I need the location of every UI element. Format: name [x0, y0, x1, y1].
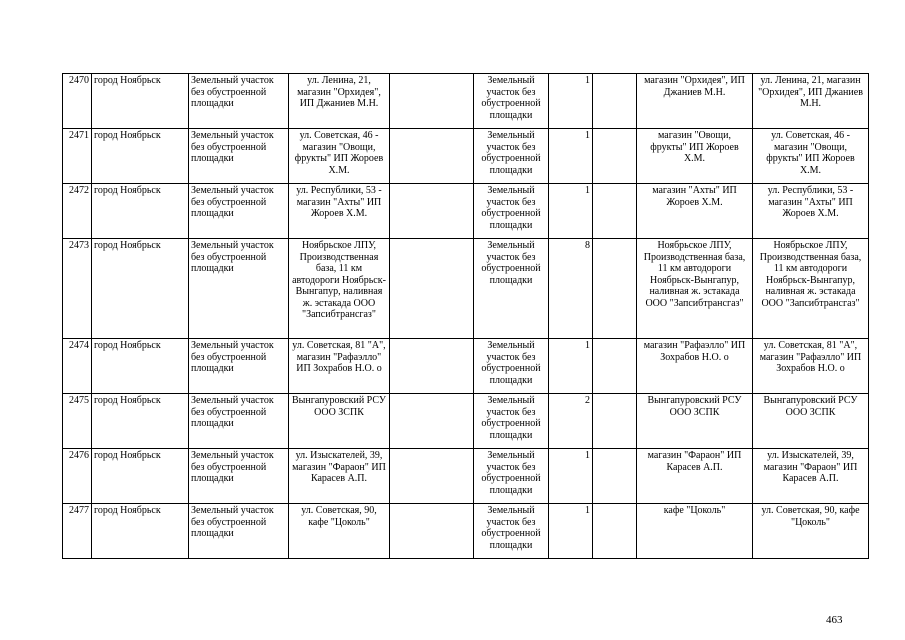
- empty-cell: [593, 504, 637, 559]
- location-cell: ул. Республики, 53 - магазин "Ахты" ИП Жороев Х.М.: [753, 184, 869, 239]
- locality-cell: город Ноябрьск: [92, 504, 189, 559]
- locality-cell: город Ноябрьск: [92, 239, 189, 339]
- category-cell: Земельный участок без обустроенной площадки: [189, 339, 289, 394]
- empty-cell: [593, 449, 637, 504]
- owner-cell: магазин "Орхидея", ИП Джаниев М.Н.: [637, 74, 753, 129]
- type-cell: Земельный участок без обустроенной площадки: [474, 239, 549, 339]
- row-id: 2476: [63, 449, 92, 504]
- owner-cell: Вынгапуровский РСУ ООО ЗСПК: [637, 394, 753, 449]
- registry-table: [62, 73, 869, 559]
- count-cell: 1: [549, 504, 593, 559]
- address-cell: ул. Советская, 81 "А", магазин "Рафаэлло" ИП Зохрабов Н.О. о: [289, 339, 390, 394]
- type-cell: Земельный участок без обустроенной площадки: [474, 339, 549, 394]
- location-cell: ул. Советская, 81 "А", магазин "Рафаэлло" ИП Зохрабов Н.О. о: [753, 339, 869, 394]
- empty-cell: [593, 184, 637, 239]
- row-id: 2470: [63, 74, 92, 129]
- empty-cell: [390, 339, 474, 394]
- table-row: [63, 74, 869, 129]
- address-cell: ул. Советская, 46 - магазин "Овощи, фрукты" ИП Жороев Х.М.: [289, 129, 390, 184]
- count-cell: 2: [549, 394, 593, 449]
- address-cell: Ноябрьское ЛПУ, Производственная база, 11 км автодороги Ноябрьск-Вынгапур, наливная ж. эстакада ООО "Запсибтрансгаз": [289, 239, 390, 339]
- location-cell: ул. Изыскателей, 39, магазин "Фараон" ИП Карасев А.П.: [753, 449, 869, 504]
- table-row: [63, 129, 869, 184]
- type-cell: Земельный участок без обустроенной площадки: [474, 449, 549, 504]
- table-row: [63, 504, 869, 559]
- empty-cell: [390, 449, 474, 504]
- row-id: 2471: [63, 129, 92, 184]
- owner-cell: кафе "Цоколь": [637, 504, 753, 559]
- locality-cell: город Ноябрьск: [92, 394, 189, 449]
- address-cell: ул. Изыскателей, 39, магазин "Фараон" ИП Карасев А.П.: [289, 449, 390, 504]
- locality-cell: город Ноябрьск: [92, 339, 189, 394]
- address-cell: ул. Республики, 53 - магазин "Ахты" ИП Жороев Х.М.: [289, 184, 390, 239]
- empty-cell: [593, 74, 637, 129]
- address-cell: ул. Ленина, 21, магазин "Орхидея", ИП Джаниев М.Н.: [289, 74, 390, 129]
- row-id: 2473: [63, 239, 92, 339]
- table-row: [63, 184, 869, 239]
- locality-cell: город Ноябрьск: [92, 129, 189, 184]
- location-cell: ул. Советская, 90, кафе "Цоколь": [753, 504, 869, 559]
- location-cell: ул. Советская, 46 - магазин "Овощи, фрукты" ИП Жороев Х.М.: [753, 129, 869, 184]
- category-cell: Земельный участок без обустроенной площадки: [189, 394, 289, 449]
- row-id: 2477: [63, 504, 92, 559]
- location-cell: Ноябрьское ЛПУ, Производственная база, 11 км автодороги Ноябрьск-Вынгапур, наливная ж. эстакада ООО "Запсибтрансгаз": [753, 239, 869, 339]
- registry-table-body: [63, 74, 869, 559]
- row-id: 2472: [63, 184, 92, 239]
- category-cell: Земельный участок без обустроенной площадки: [189, 184, 289, 239]
- locality-cell: город Ноябрьск: [92, 74, 189, 129]
- empty-cell: [390, 394, 474, 449]
- count-cell: 1: [549, 74, 593, 129]
- empty-cell: [390, 74, 474, 129]
- location-cell: ул. Ленина, 21, магазин "Орхидея", ИП Джаниев М.Н.: [753, 74, 869, 129]
- empty-cell: [593, 239, 637, 339]
- owner-cell: магазин "Рафаэлло" ИП Зохрабов Н.О. о: [637, 339, 753, 394]
- row-id: 2475: [63, 394, 92, 449]
- category-cell: Земельный участок без обустроенной площадки: [189, 504, 289, 559]
- type-cell: Земельный участок без обустроенной площадки: [474, 129, 549, 184]
- count-cell: 1: [549, 339, 593, 394]
- page-number: 463: [826, 614, 843, 626]
- category-cell: Земельный участок без обустроенной площадки: [189, 449, 289, 504]
- count-cell: 8: [549, 239, 593, 339]
- locality-cell: город Ноябрьск: [92, 184, 189, 239]
- count-cell: 1: [549, 184, 593, 239]
- empty-cell: [390, 504, 474, 559]
- address-cell: Вынгапуровский РСУ ООО ЗСПК: [289, 394, 390, 449]
- count-cell: 1: [549, 449, 593, 504]
- type-cell: Земельный участок без обустроенной площадки: [474, 504, 549, 559]
- type-cell: Земельный участок без обустроенной площадки: [474, 74, 549, 129]
- empty-cell: [593, 129, 637, 184]
- owner-cell: магазин "Ахты" ИП Жороев Х.М.: [637, 184, 753, 239]
- category-cell: Земельный участок без обустроенной площадки: [189, 129, 289, 184]
- table-row: [63, 449, 869, 504]
- owner-cell: магазин "Фараон" ИП Карасев А.П.: [637, 449, 753, 504]
- owner-cell: Ноябрьское ЛПУ, Производственная база, 11 км автодороги Ноябрьск-Вынгапур, наливная ж. эстакада ООО "Запсибтрансгаз": [637, 239, 753, 339]
- locality-cell: город Ноябрьск: [92, 449, 189, 504]
- empty-cell: [390, 184, 474, 239]
- empty-cell: [390, 129, 474, 184]
- table-row: [63, 394, 869, 449]
- type-cell: Земельный участок без обустроенной площадки: [474, 394, 549, 449]
- address-cell: ул. Советская, 90, кафе "Цоколь": [289, 504, 390, 559]
- owner-cell: магазин "Овощи, фрукты" ИП Жороев Х.М.: [637, 129, 753, 184]
- empty-cell: [593, 339, 637, 394]
- empty-cell: [390, 239, 474, 339]
- location-cell: Вынгапуровский РСУ ООО ЗСПК: [753, 394, 869, 449]
- type-cell: Земельный участок без обустроенной площадки: [474, 184, 549, 239]
- table-row: [63, 239, 869, 339]
- row-id: 2474: [63, 339, 92, 394]
- table-row: [63, 339, 869, 394]
- category-cell: Земельный участок без обустроенной площадки: [189, 74, 289, 129]
- category-cell: Земельный участок без обустроенной площадки: [189, 239, 289, 339]
- count-cell: 1: [549, 129, 593, 184]
- empty-cell: [593, 394, 637, 449]
